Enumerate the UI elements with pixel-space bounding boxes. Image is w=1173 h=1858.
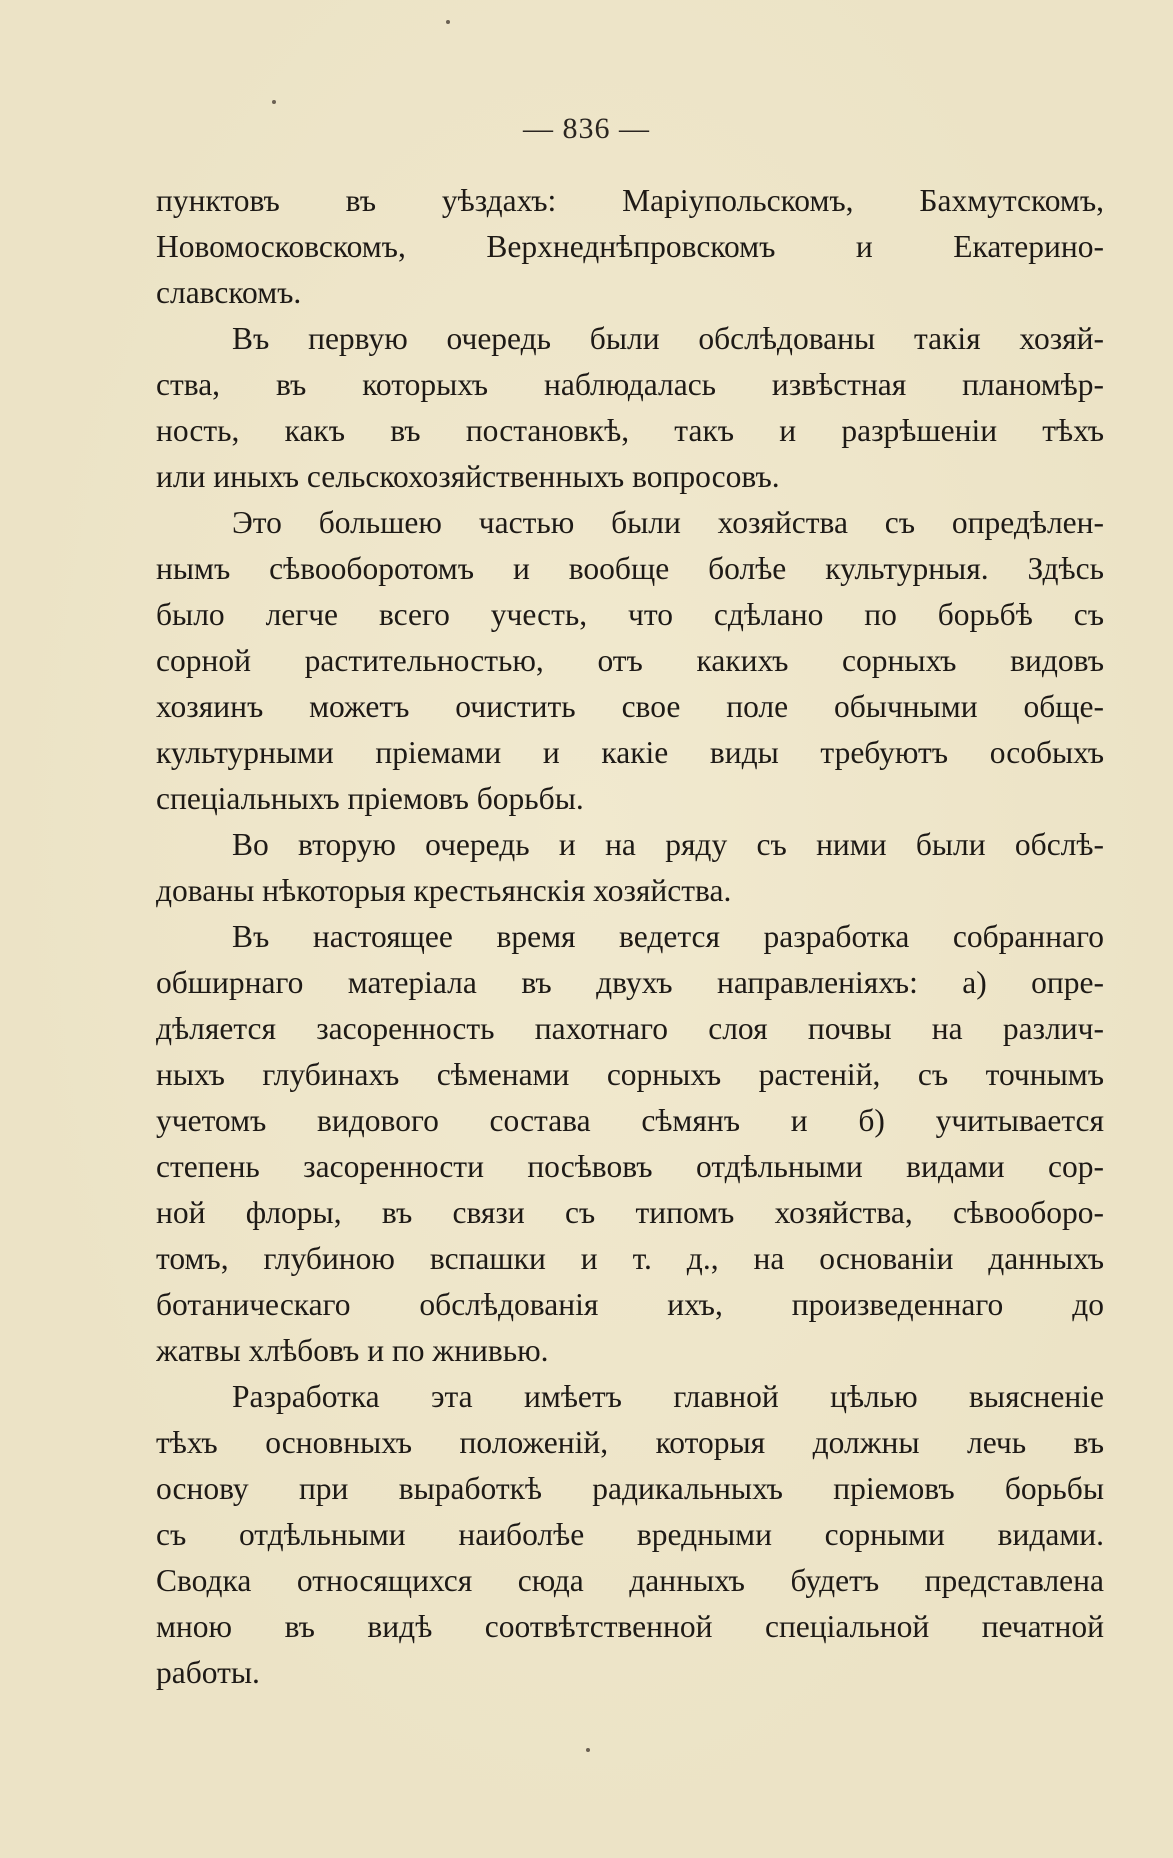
text-line: Въ первую очередь были обслѣдованы такія хозяй- [232,321,1104,356]
text-line: Сводка относящихся сюда данныхъ будетъ представлена [156,1563,1104,1598]
text-line: ства, въ которыхъ наблюдалась извѣстная планомѣр- [156,367,1104,402]
text-line: ной флоры, въ связи съ типомъ хозяйства, сѣвооборо- [156,1195,1104,1230]
print-speck [272,100,276,104]
text-line: ботаническаго обслѣдованія ихъ, произведеннаго до [156,1287,1104,1322]
text-line: ныхъ глубинахъ сѣменами сорныхъ растеній, съ точнымъ [156,1057,1104,1092]
text-line: учетомъ видового состава сѣмянъ и б) учитывается [156,1103,1104,1138]
print-speck [446,20,450,24]
text-line: степень засоренности посѣвовъ отдѣльными видами сор- [156,1149,1104,1184]
page-body-text [156,178,1104,1696]
text-line: основу при выработкѣ радикальныхъ пріемовъ борьбы [156,1471,1104,1506]
text-line: нымъ сѣвооборотомъ и вообще болѣе культурныя. Здѣсь [156,551,1104,586]
text-line: съ отдѣльными наиболѣе вредными сорными видами. [156,1517,1104,1552]
text-line: культурными пріемами и какіе виды требуютъ особыхъ [156,735,1104,770]
print-speck [586,1748,590,1752]
text-line: работы. [156,1655,260,1690]
text-line: было легче всего учесть, что сдѣлано по борьбѣ съ [156,597,1104,632]
text-line: пунктовъ въ уѣздахъ: Маріупольскомъ, Бахмутскомъ, [156,183,1104,218]
text-line: Разработка эта имѣетъ главной цѣлью выясненіе [232,1379,1104,1414]
text-line: жатвы хлѣбовъ и по жнивью. [156,1333,549,1368]
text-line: обширнаго матеріала въ двухъ направленіяхъ: а) опре- [156,965,1104,1000]
text-line: ность, какъ въ постановкѣ, такъ и разрѣшеніи тѣхъ [156,413,1104,448]
text-line: Новомосковскомъ, Верхнеднѣпровскомъ и Екатерино- [156,229,1104,264]
text-line: мною въ видѣ соотвѣтственной спеціальной печатной [156,1609,1104,1644]
text-line: хозяинъ можетъ очистить свое поле обычными обще- [156,689,1104,724]
text-line: или иныхъ сельскохозяйственныхъ вопросовъ. [156,459,780,494]
text-line: дѣляется засоренность пахотнаго слоя почвы на различ- [156,1011,1104,1046]
text-line: дованы нѣкоторыя крестьянскія хозяйства. [156,873,732,908]
text-line: томъ, глубиною вспашки и т. д., на основаніи данныхъ [156,1241,1104,1276]
text-line: тѣхъ основныхъ положеній, которыя должны лечь въ [156,1425,1104,1460]
text-line: Въ настоящее время ведется разработка собраннаго [232,919,1104,954]
text-line: спеціальныхъ пріемовъ борьбы. [156,781,584,816]
text-line: славскомъ. [156,275,302,310]
page-number: — 836 — [523,112,650,145]
text-line: Это большею частью были хозяйства съ опредѣлен- [232,505,1104,540]
text-line: сорной растительностью, отъ какихъ сорныхъ видовъ [156,643,1104,678]
text-line: Во вторую очередь и на ряду съ ними были обслѣ- [232,827,1104,862]
